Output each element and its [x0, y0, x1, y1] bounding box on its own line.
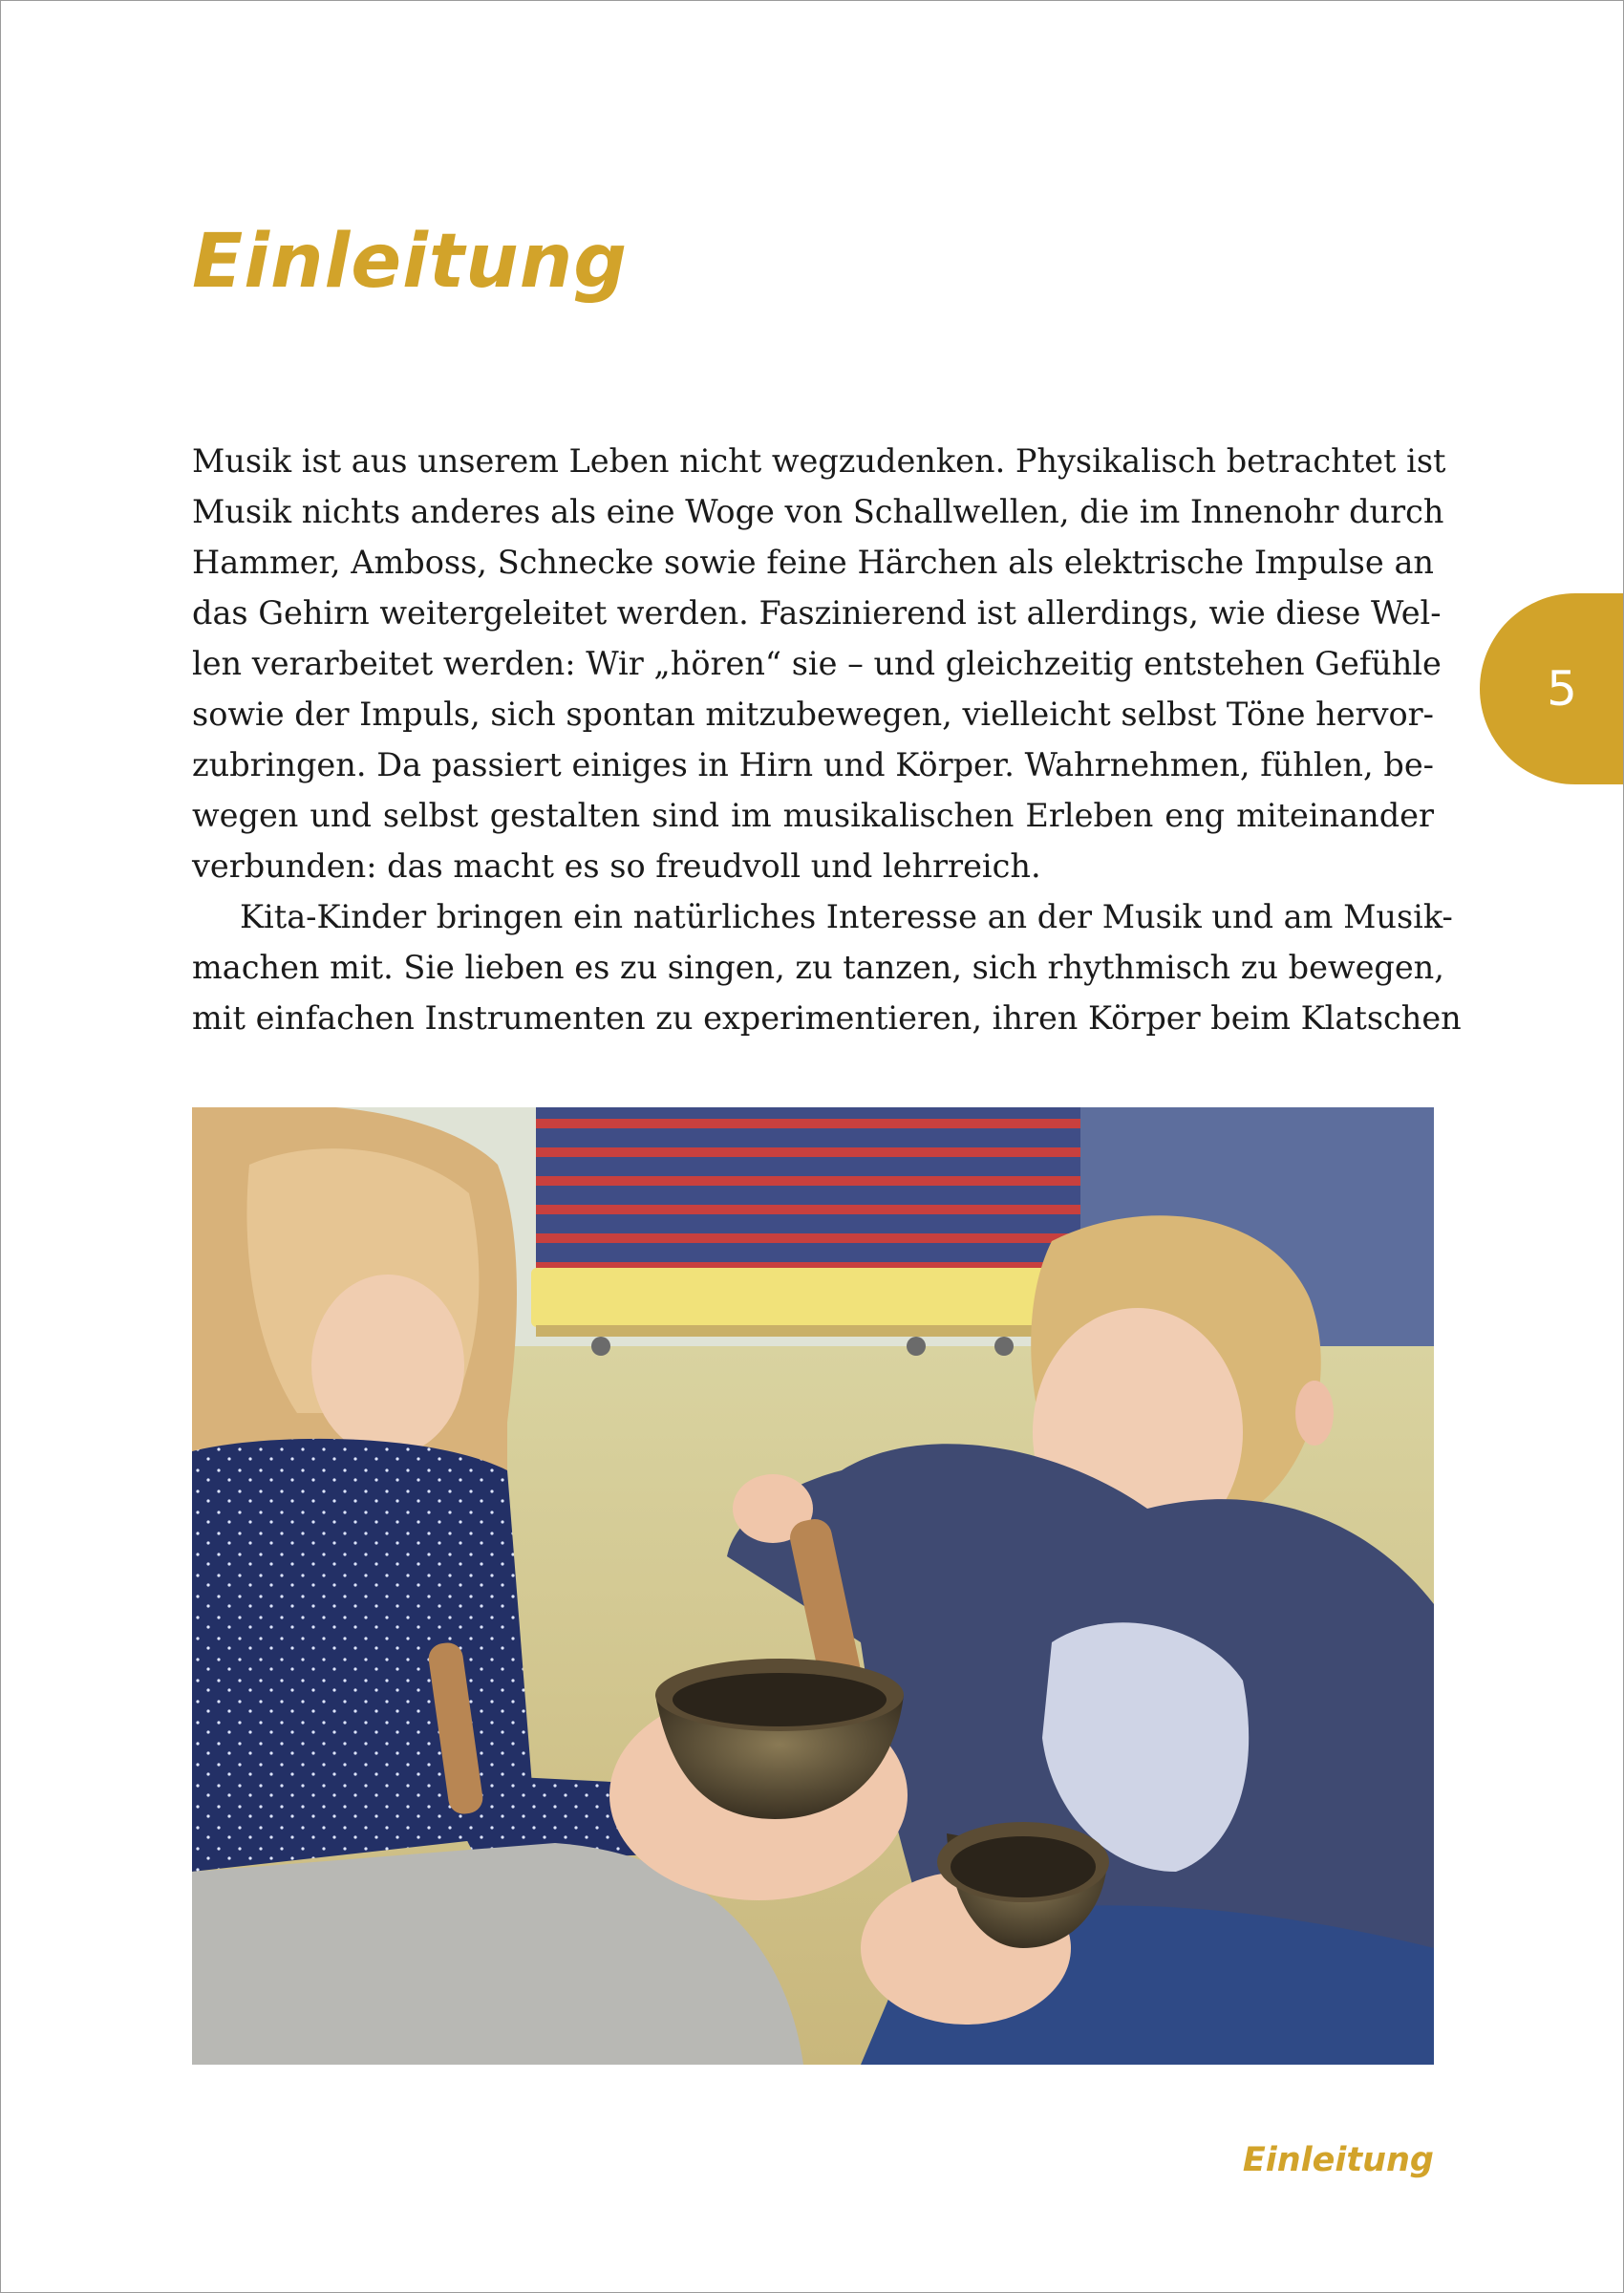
photo-children-singing-bowls [192, 1107, 1434, 2065]
page-number: 5 [1547, 661, 1577, 717]
text-line: sowie der Impuls, sich spontan mitzubewegen, vielleicht selbst Töne hervor- [192, 696, 1434, 733]
text-line: Kita-Kinder bringen ein natürliches Interesse an der Musik und am Musik- [240, 898, 1453, 935]
chapter-title: Einleitung [192, 219, 629, 305]
text-line: Musik ist aus unserem Leben nicht wegzudenken. Physikalisch betrachtet ist [192, 442, 1446, 480]
text-line: das Gehirn weitergeleitet werden. Faszinierend ist allerdings, wie diese Wel- [192, 594, 1442, 632]
text-line: machen mit. Sie lieben es zu singen, zu tanzen, sich rhythmisch zu bewegen, [192, 949, 1444, 986]
gym-mats [531, 1107, 1085, 1356]
text-line: Musik nichts anderes als eine Woge von Schallwellen, die im Innenohr durch [192, 493, 1444, 530]
text-line: Hammer, Amboss, Schnecke sowie feine Härchen als elektrische Impulse an [192, 544, 1434, 581]
text-line: wegen und selbst gestalten sind im musikalischen Erleben eng miteinander [192, 797, 1434, 834]
text-line: len verarbeitet werden: Wir „hören“ sie – und gleichzeitig entstehen Gefühle [192, 645, 1442, 682]
body-text [192, 436, 1462, 1043]
text-line: verbunden: das macht es so freudvoll und lehrreich. [192, 847, 1041, 885]
running-footer: Einleitung [1242, 2141, 1434, 2179]
text-line: zubringen. Da passiert einiges in Hirn und Körper. Wahrnehmen, fühlen, be- [192, 746, 1434, 783]
text-line: mit einfachen Instrumenten zu experimentieren, ihren Körper beim Klatschen [192, 999, 1462, 1037]
